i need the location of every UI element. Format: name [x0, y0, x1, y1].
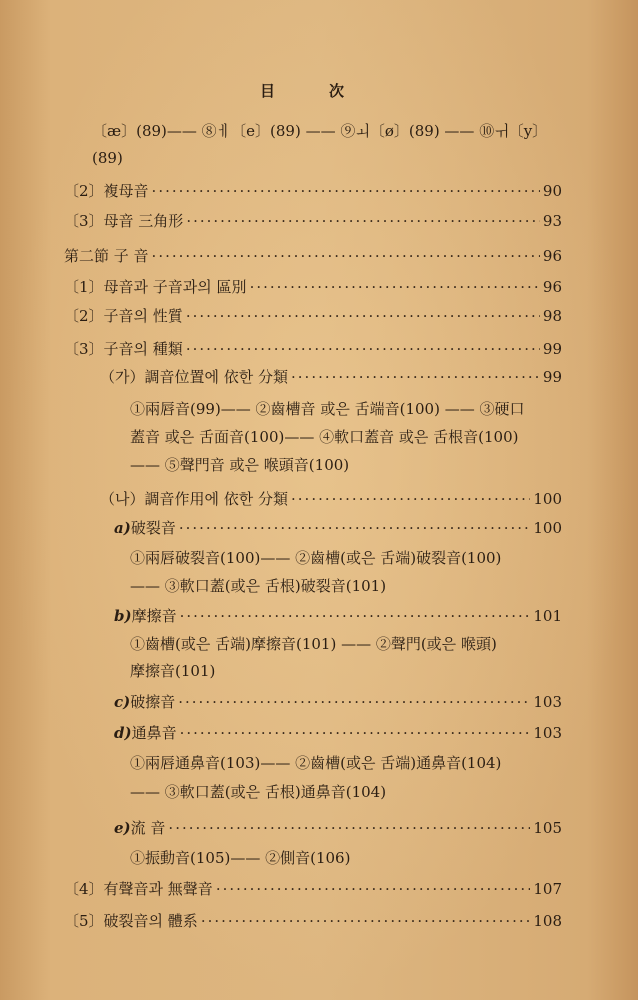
dot-leader: [186, 306, 540, 326]
toc-page-number: 99: [542, 340, 562, 358]
toc-entry: [64, 911, 562, 931]
toc-entry-marker: c): [114, 693, 131, 711]
toc-entry: [64, 181, 562, 201]
toc-entry-label: [114, 606, 177, 626]
dot-leader: [180, 723, 531, 743]
toc-page-number: 101: [533, 607, 562, 625]
header-char-left: 目: [260, 82, 276, 100]
dot-leader: [178, 692, 530, 712]
toc-subentry-text: 摩擦音(101): [130, 662, 216, 680]
toc-entry-label: 〔3〕子音의 種類: [64, 340, 183, 358]
toc-entry-marker: d): [114, 724, 132, 742]
dot-leader: [201, 911, 531, 931]
toc-subentry-text: ①兩唇破裂音(100)—— ②齒槽(或은 舌端)破裂音(100): [130, 549, 502, 567]
toc-page-number: 107: [533, 880, 562, 898]
toc-subentry-text: ①齒槽(或은 舌端)摩擦音(101) —— ②聲門(或은 喉頭): [130, 635, 497, 653]
dot-leader: [152, 246, 540, 266]
toc-subentry-text: ①兩唇音(99)—— ②齒槽音 或은 舌端音(100) —— ③硬口: [130, 400, 525, 418]
toc-entry-title: 摩擦音: [131, 607, 177, 625]
toc-entry: [114, 606, 562, 626]
toc-page-number: 99: [542, 368, 562, 386]
toc-entry-label: 〔4〕有聲音과 無聲音: [64, 880, 213, 898]
dot-leader: [250, 277, 540, 297]
header-char-right: 次: [329, 82, 345, 100]
toc-entry-marker: b): [114, 607, 132, 625]
toc-subentry-text: —— ③軟口蓋(或은 舌根)通鼻音(104): [130, 783, 387, 801]
toc-entry: [100, 489, 562, 509]
toc-entry: [114, 692, 562, 712]
toc-page-number: 90: [542, 182, 562, 200]
toc-page-number: 93: [542, 212, 562, 230]
toc-page-number: 103: [533, 693, 562, 711]
toc-entry-label: [114, 818, 165, 838]
toc-subentry-text: (89): [92, 149, 123, 167]
dot-leader: [186, 211, 540, 231]
toc-entry-label: （나）調音作用에 依한 分類: [100, 490, 289, 508]
dot-leader: [168, 818, 530, 838]
toc-page-number: 100: [533, 490, 562, 508]
dot-leader: [216, 879, 531, 899]
toc-entry-label: 第二節 子 音: [64, 247, 149, 265]
dot-leader: [179, 518, 531, 538]
toc-entry-label: 〔1〕母音과 子音과의 區別: [64, 278, 247, 296]
toc-entry: [114, 518, 562, 538]
dot-leader: [291, 367, 540, 387]
dot-leader: [152, 181, 540, 201]
toc-entry-marker: e): [114, 819, 131, 837]
toc-page-number: 100: [533, 519, 562, 537]
toc-page-number: 105: [533, 819, 562, 837]
toc-entry-title: 流 音: [130, 819, 166, 837]
toc-entry-label: （가）調音位置에 依한 分類: [100, 368, 289, 386]
toc-entry: [64, 306, 562, 326]
dot-leader: [291, 489, 530, 509]
toc-entry-label: 〔5〕破裂音의 體系: [64, 912, 198, 930]
toc-entry-label: 〔2〕複母音: [64, 182, 149, 200]
toc-subentry-text: 〔æ〕(89)—— ⑧ㅔ〔e〕(89) —— ⑨ㅚ〔ø〕(89) —— ⑩ㅟ〔y〕: [92, 122, 548, 140]
toc-subentry-text: 蓋音 或은 舌面音(100)—— ④軟口蓋音 或은 舌根音(100): [130, 428, 519, 446]
toc-entry-label: 〔2〕子音의 性質: [64, 307, 183, 325]
toc-entry-title: 破裂音: [130, 519, 176, 537]
toc-entry-label: [114, 518, 176, 538]
toc-entry: [114, 818, 562, 838]
toc-entry-label: 〔3〕母音 三角形: [64, 212, 184, 230]
toc-entry-title: 破擦音: [130, 693, 176, 711]
toc-page-number: 108: [533, 912, 562, 930]
toc-entry: [64, 277, 562, 297]
toc-entry: [64, 879, 562, 899]
toc-entry: [100, 367, 562, 387]
toc-entry-marker: a): [114, 519, 131, 537]
toc-entry: [64, 211, 562, 231]
toc-page-number: 96: [542, 278, 562, 296]
toc-subentry-text: ①振動音(105)—— ②側音(106): [130, 849, 351, 867]
toc-entry-label: [114, 692, 175, 712]
toc-entry-title: 通鼻音: [131, 724, 177, 742]
toc-entry: [64, 339, 562, 359]
toc-entry-label: [114, 723, 177, 743]
toc-entry: [114, 723, 562, 743]
toc-subentry-text: —— ⑤聲門音 或은 喉頭音(100): [130, 456, 350, 474]
toc-page-number: 103: [533, 724, 562, 742]
dot-leader: [180, 606, 531, 626]
toc-page-number: 98: [542, 307, 562, 325]
toc-entry: [64, 246, 562, 266]
toc-subentry-text: —— ③軟口蓋(或은 舌根)破裂音(101): [130, 577, 387, 595]
toc-page-number: 96: [542, 247, 562, 265]
dot-leader: [186, 339, 540, 359]
toc-subentry-text: ①兩唇通鼻音(103)—— ②齒槽(或은 舌端)通鼻音(104): [130, 754, 502, 772]
